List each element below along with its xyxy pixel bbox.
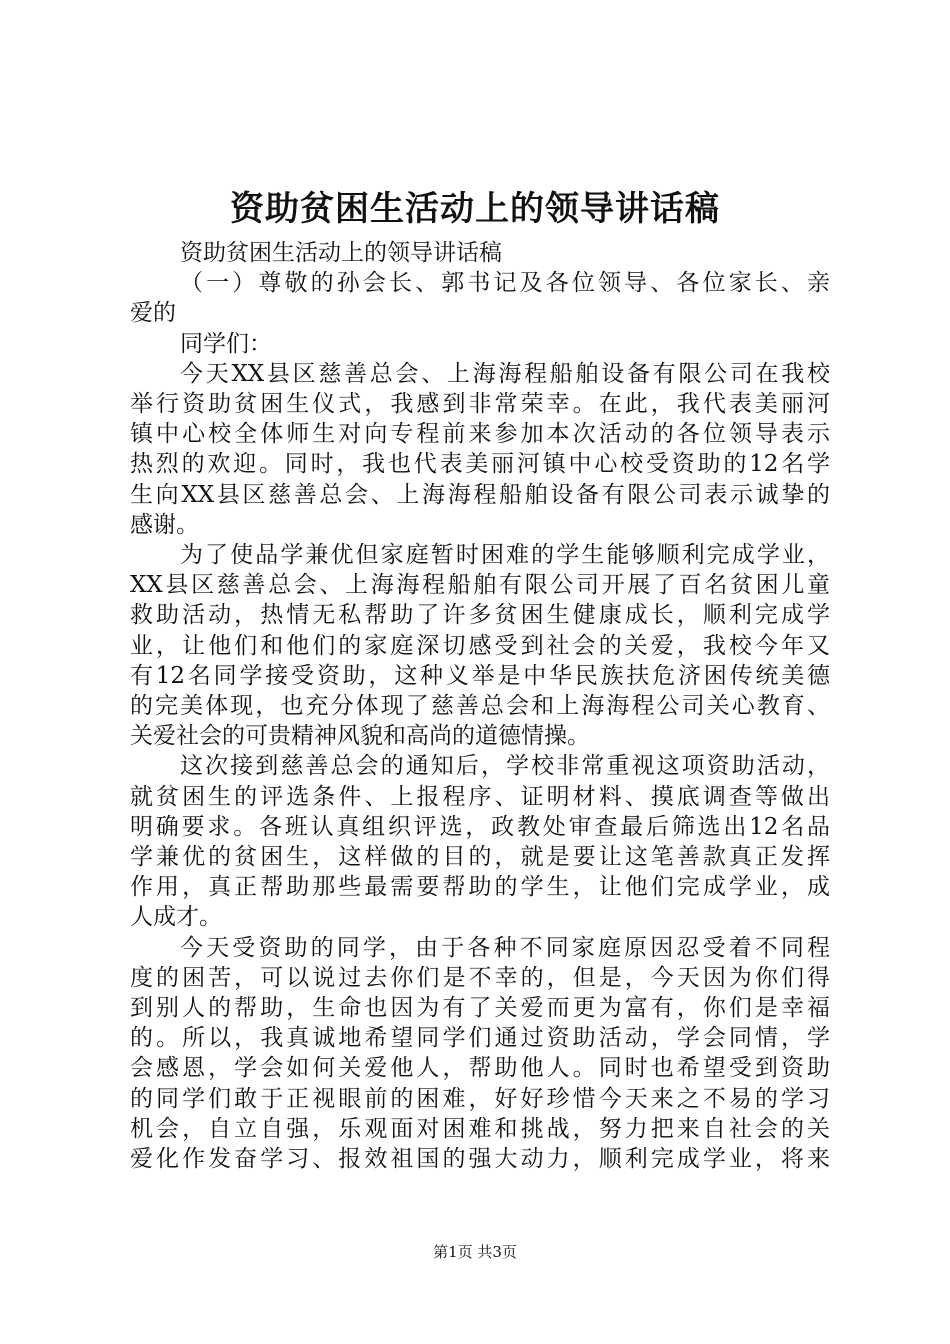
text-line: 同学们： [180,330,272,357]
text-line: 机会，自立自强，乐观面对困难和挑战，努力把来自社会的关 [130,1115,830,1142]
text-line: 关爱社会的可贵精神风貌和高尚的道德情操。 [130,723,590,750]
text-line: 爱的 [130,300,176,327]
text-line: 的完美体现，也充分体现了慈善总会和上海海程公司关心教育、 [130,693,830,720]
text-line: 镇中心校全体师生对向专程前来参加本次活动的各位领导表示 [130,421,830,448]
text-line: 学兼优的贫困生，这样做的目的，就是要让这笔善款真正发挥 [130,844,830,871]
text-line: 就贫困生的评选条件、上报程序、证明材料、摸底调查等做出 [130,783,830,810]
text-line: 感谢。 [130,511,199,538]
text-line: 明确要求。各班认真组织评选，政教处审查最后筛选出12名品 [130,813,830,840]
text-line: 这次接到慈善总会的通知后，学校非常重视这项资助活动， [180,753,830,780]
text-line: 今天XX县区慈善总会、上海海程船舶设备有限公司在我校 [180,360,830,387]
text-line: 到别人的帮助，生命也因为有了关爱而更为富有，你们是幸福 [130,995,830,1022]
text-line-subtitle: 资助贫困生活动上的领导讲话稿 [180,240,502,266]
text-line: XX县区慈善总会、上海海程船舶有限公司开展了百名贫困儿童 [130,572,830,599]
text-line: 爱化作发奋学习、报效祖国的强大动力，顺利完成学业，将来 [130,1146,830,1173]
text-line: 业，让他们和他们的家庭深切感受到社会的关爱，我校今年又 [130,632,830,659]
text-line: 的同学们敢于正视眼前的困难，好好珍惜今天来之不易的学习 [130,1085,830,1112]
text-line: （一）尊敬的孙会长、郭书记及各位领导、各位家长、亲 [180,270,830,297]
text-line: 度的困苦，可以说过去你们是不幸的，但是，今天因为你们得 [130,964,830,991]
page-footer: 第1页 共3页 [433,1243,517,1261]
document-body [130,238,830,1174]
text-line: 救助活动，热情无私帮助了许多贫困生健康成长，顺利完成学 [130,602,830,629]
text-line: 热烈的欢迎。同时，我也代表美丽河镇中心校受资助的12名学 [130,451,830,478]
text-line: 的。所以，我真诚地希望同学们通过资助活动，学会同情，学 [130,1025,830,1052]
text-line: 生向XX县区慈善总会、上海海程船舶设备有限公司表示诚挚的 [130,481,830,508]
text-line: 今天受资助的同学，由于各种不同家庭原因忍受着不同程 [180,934,830,961]
text-line: 会感恩，学会如何关爱他人，帮助他人。同时也希望受到资助 [130,1055,830,1082]
text-line: 举行资助贫困生仪式，我感到非常荣幸。在此，我代表美丽河 [130,391,830,418]
text-line: 为了使品学兼优但家庭暂时困难的学生能够顺利完成学业， [180,542,830,569]
text-line: 有12名同学接受资助，这种义举是中华民族扶危济困传统美德 [130,662,830,689]
page-title: 资助贫困生活动上的领导讲话稿 [230,189,720,229]
text-line: 作用，真正帮助那些最需要帮助的学生，让他们完成学业，成 [130,874,830,901]
text-line: 人成才。 [130,904,222,931]
